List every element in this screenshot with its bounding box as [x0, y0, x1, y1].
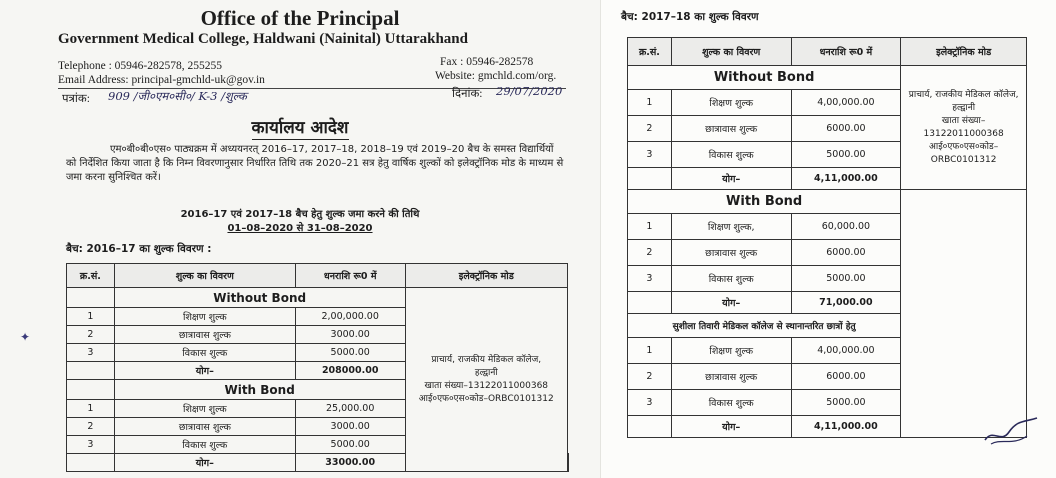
table-cell: 2	[628, 364, 672, 390]
signature-icon	[981, 410, 1041, 450]
table-cell: 6000.00	[791, 240, 901, 266]
table-cell: 25,000.00	[295, 400, 405, 418]
table-cell: 71,000.00	[791, 292, 901, 314]
table-cell: छात्रावास शुल्क	[671, 116, 791, 142]
deadline-dates: 01–08–2020 से 31–08–2020	[227, 223, 373, 234]
table-cell: 1	[628, 214, 672, 240]
table-cell	[901, 190, 1027, 438]
electronic-mode-cell	[901, 66, 1027, 190]
section-title: Without Bond	[114, 288, 405, 308]
section-header-row	[67, 288, 569, 308]
fax: Fax : 05946-282578	[440, 56, 534, 68]
col-header-desc: शुल्क का विवरण	[671, 38, 791, 66]
mode-line: आई०एफ०एस०कोड–ORBC0101312	[418, 393, 554, 404]
table-cell: 3	[67, 436, 115, 454]
table-cell: शिक्षण शुल्क	[671, 90, 791, 116]
electronic-mode-cell	[405, 288, 568, 472]
table-cell: विकास शुल्क	[671, 266, 791, 292]
date-value: 29/07/2020	[496, 84, 563, 98]
table-cell: 5000.00	[791, 390, 901, 416]
table-cell	[67, 288, 115, 308]
batch-label-2016: बैच: 2016–17 का शुल्क विवरण :	[66, 243, 212, 255]
table-cell: 3000.00	[295, 326, 405, 344]
col-header-mode: इलेक्ट्रॉनिक मोड	[901, 38, 1027, 66]
table-cell: 5000.00	[295, 436, 405, 454]
table-cell	[67, 380, 115, 400]
table-cell: 2	[628, 240, 672, 266]
table-cell: 6000.00	[791, 364, 901, 390]
table-cell: 5000.00	[791, 142, 901, 168]
college-name: Government Medical College, Haldwani (Nainital) Uttarakhand	[58, 31, 468, 47]
table-cell: 3	[67, 344, 115, 362]
ink-mark-icon: ✦	[20, 330, 31, 344]
table-cell: 3	[628, 266, 672, 292]
table-cell: 208000.00	[295, 362, 405, 380]
table-cell	[67, 454, 115, 472]
table-cell: 5000.00	[295, 344, 405, 362]
section-title: सुशीला तिवारी मेडिकल कॉलेज से स्थानान्तरित छात्रों हेतु	[628, 314, 901, 338]
table-cell: 2,00,000.00	[295, 308, 405, 326]
table-cell: 2	[67, 418, 115, 436]
table-cell: 1	[67, 400, 115, 418]
table-cell: 1	[628, 338, 672, 364]
table-cell: 4,00,000.00	[791, 90, 901, 116]
telephone: Telephone : 05946-282578, 255255	[58, 60, 223, 72]
table-cell	[628, 416, 672, 438]
table-header-row	[628, 38, 1027, 66]
section-title: Without Bond	[628, 66, 901, 90]
fee-table-2016	[66, 263, 569, 472]
table-cell: विकास शुल्क	[671, 142, 791, 168]
mode-line: प्राचार्य, राजकीय मेडिकल कॉलेज,	[431, 354, 542, 365]
order-body: एम०बी०बी०एस० पाठ्यक्रम में अध्ययनरत् 2016–17, 2017–18, 2018–19 एवं 2019–20 बैच के समस्त विद्यार्थियों को निर्देशित किया जाता है कि निम्न विवरणानुसार निर्धारित तिथि तक 2020–21 सत्र हेतु वार्षिक शुल्कों को इलेक्ट्रॉनिक मोड के माध्यम से जमा करना सुनिश्चित करें।	[66, 144, 564, 183]
deadline-title: 2016–17 एवं 2017–18 बैच हेतु शुल्क जमा करने की तिथि	[180, 209, 420, 220]
table-cell: योग–	[114, 362, 295, 380]
section-header-row	[628, 190, 1027, 214]
table-cell	[67, 362, 115, 380]
table-cell: 3	[628, 142, 672, 168]
table-cell: शिक्षण शुल्क	[114, 400, 295, 418]
mode-line: हल्द्वानी	[952, 102, 976, 113]
table-cell: 6000.00	[791, 116, 901, 142]
table-cell: 5000.00	[791, 266, 901, 292]
table-cell: 3	[628, 390, 672, 416]
section-title: With Bond	[114, 380, 405, 400]
table-cell: 1	[628, 90, 672, 116]
table-cell	[628, 168, 672, 190]
table-cell: 4,11,000.00	[791, 168, 901, 190]
table-cell: 33000.00	[295, 454, 405, 472]
col-header-sn: क्र.सं.	[67, 264, 115, 288]
letter-no-label: पत्रांक:	[62, 93, 90, 105]
table-cell: 2	[67, 326, 115, 344]
table-header-row	[67, 264, 569, 288]
fee-table-2017	[627, 37, 1027, 438]
date-label: दिनांक:	[452, 88, 483, 100]
table-cell: शिक्षण शुल्क	[114, 308, 295, 326]
table-cell: छात्रावास शुल्क	[671, 364, 791, 390]
col-header-desc: शुल्क का विवरण	[114, 264, 295, 288]
col-header-mode: इलेक्ट्रॉनिक मोड	[405, 264, 568, 288]
table-cell: 3000.00	[295, 418, 405, 436]
mode-line: प्राचार्य, राजकीय मेडिकल कॉलेज,	[908, 89, 1019, 100]
table-cell: योग–	[671, 168, 791, 190]
office-title: Office of the Principal	[200, 6, 400, 30]
table-cell: 4,00,000.00	[791, 338, 901, 364]
table-cell	[628, 292, 672, 314]
right-page	[600, 0, 1056, 478]
batch-label-2017: बैच: 2017–18 का शुल्क विवरण	[621, 11, 759, 23]
mode-line: खाता संख्या–13122011000368	[923, 115, 1004, 139]
table-cell: 60,000.00	[791, 214, 901, 240]
letter-no-value: 909 /जी०एम०सी०/ K-3 /शुल्क	[108, 89, 247, 103]
table-cell: विकास शुल्क	[114, 344, 295, 362]
section-title: With Bond	[628, 190, 901, 214]
table-cell: 4,11,000.00	[791, 416, 901, 438]
mode-line: हल्द्वानी	[474, 367, 498, 378]
table-cell: 1	[67, 308, 115, 326]
table-cell: 2	[628, 116, 672, 142]
table-cell: शिक्षण शुल्क	[671, 338, 791, 364]
email: Email Address: principal-gmchld-uk@gov.in	[58, 74, 265, 86]
section-header-row	[628, 66, 1027, 90]
table-cell	[568, 454, 569, 472]
col-header-amount: धनराशि रू0 में	[295, 264, 405, 288]
table-cell: छात्रावास शुल्क	[114, 418, 295, 436]
table-cell: शिक्षण शुल्क,	[671, 214, 791, 240]
table-cell: योग–	[671, 292, 791, 314]
mode-line: आई०एफ०एस०कोड–ORBC0101312	[929, 141, 999, 165]
table-cell: छात्रावास शुल्क	[114, 326, 295, 344]
order-heading: कार्यालय आदेश	[251, 118, 349, 138]
table-cell: योग–	[114, 454, 295, 472]
table-cell: योग–	[671, 416, 791, 438]
table-cell: छात्रावास शुल्क	[671, 240, 791, 266]
col-header-sn: क्र.सं.	[628, 38, 672, 66]
table-cell: विकास शुल्क	[114, 436, 295, 454]
table-cell: विकास शुल्क	[671, 390, 791, 416]
mode-line: खाता संख्या–13122011000368	[424, 380, 549, 391]
col-header-amount: धनराशि रू0 में	[791, 38, 901, 66]
website: Website: gmchld.com/org.	[435, 70, 557, 82]
